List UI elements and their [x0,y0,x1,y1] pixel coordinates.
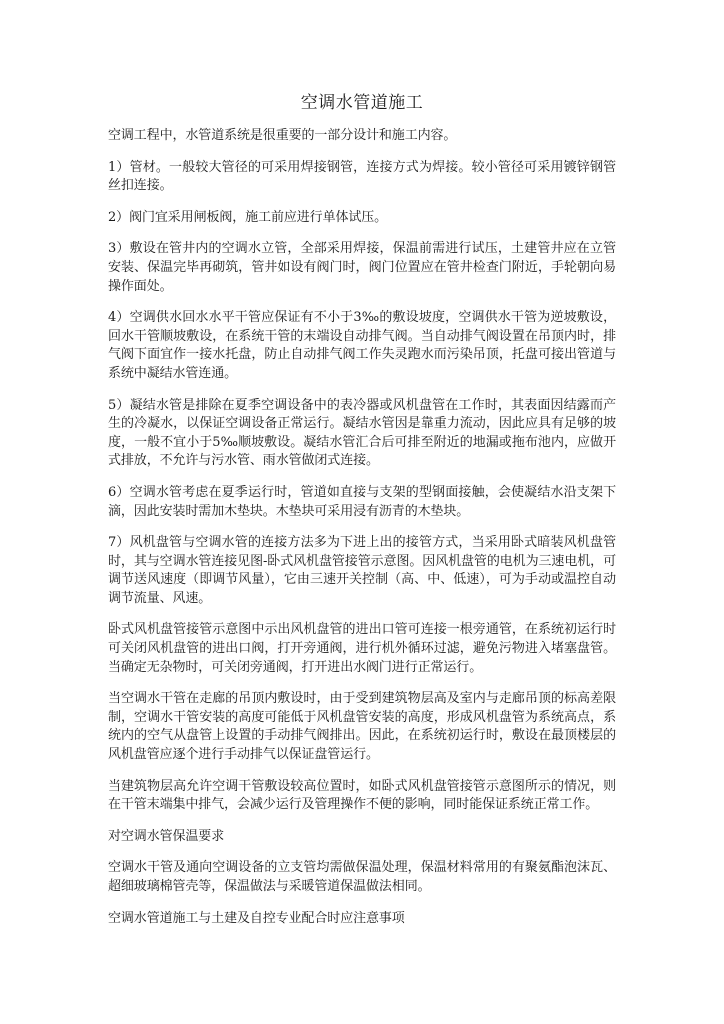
paragraph-wood-block: 6）空调水管考虑在夏季运行时，管道如直接与支架的型钢面接触，会使凝结水沿支架下滴，因此安装时需加木垫块。木垫块可采用浸有沥青的木垫块。 [108,484,616,519]
paragraph-insulation: 空调水干管及通向空调设备的立支管均需做保温处理，保温材料常用的有聚氨酯泡沫瓦、超细玻璃棉管壳等，保温做法与采暖管道保温做法相同。 [108,860,616,894]
section-heading-coordination: 空调水管道施工与土建及自控专业配合时应注意事项 [108,910,405,926]
paragraph-slope: 4）空调供水回水水平干管应保证有不小于3‰的敷设坡度，空调供水干管为逆坡敷设，回水干管顺坡敷设，在系统干管的末端设自动排气阀。当自动排气阀设置在吊顶内时，排气阀下面宜作一接水托盘，防止自动排气阀工作失灵跑水而污染吊顶，托盘可接出管道与系统中凝结水管连通。 [108,310,616,381]
paragraph-pipe-material: 1）管材。一般较大管径的可采用焊接钢管，连接方式为焊接。较小管径可采用镀锌钢管丝扣连接。 [108,159,616,194]
document-title: 空调水管道施工 [300,93,424,113]
paragraph-condensate: 5）凝结水管是排除在夏季空调设备中的表冷器或风机盘管在工作时，其表面因结露而产生的冷凝水，以保证空调设备正常运行。凝结水管因是靠重力流动，因此应具有足够的坡度，一般不宜小于5‰顺坡敷设。凝结水管汇合后可排至附近的地漏或拖布池内，应做开式排放，不允许与污水管、雨水管做闭式连接。 [108,397,616,469]
document-page [108,88,616,941]
paragraph-ceiling-main: 当空调水干管在走廊的吊顶内敷设时，由于受到建筑物层高及室内与走廊吊顶的标高差限制，空调水干管安装的高度可能低于风机盘管安装的高度，形成风机盘管为系统高点，系统内的空气从盘管上设置的手动排气阀排出。因此，在系统初运行时，敷设在最顶楼层的风机盘管应逐个进行手动排气以保证盘管运行。 [108,691,616,763]
paragraph-high-main: 当建筑物层高允许空调干管敷设较高位置时，如卧式风机盘管接管示意图所示的情况，则在干管末端集中排气，会减少运行及管理操作不便的影响，同时能保证系统正常工作。 [108,778,616,813]
intro-paragraph: 空调工程中，水管道系统是很重要的一部分设计和施工内容。 [108,128,457,143]
paragraph-bypass: 卧式风机盘管接管示意图中示出风机盘管的进出口管可连接一根旁通管，在系统初运行时可关闭风机盘管的进出口阀，打开旁通阀，进行机外循环过滤，避免污物进入堵塞盘管。当确定无杂物时，可关闭旁通阀，打开进出水阀门进行正常运行。 [108,622,616,675]
paragraph-fan-coil: 7）风机盘管与空调水管的连接方法多为下进上出的接管方式，当采用卧式暗装风机盘管时，其与空调水管连接见图-卧式风机盘管接管示意图。因风机盘管的电机为三速电机，可调节送风速度（即调节风量），它由三速开关控制（高、中、低速），可为手动或温控自动调节流量、风速。 [108,535,616,606]
paragraph-riser: 3）敷设在管井内的空调水立管，全部采用焊接，保温前需进行试压，土建管井应在立管安装、保温完毕再砌筑，管井如设有阀门时，阀门位置应在管井检查门附近，手轮朝向易操作面处。 [108,241,616,294]
section-heading-insulation: 对空调水管保温要求 [108,828,225,844]
paragraph-valve: 2）阀门宜采用闸板阀，施工前应进行单体试压。 [108,209,388,225]
